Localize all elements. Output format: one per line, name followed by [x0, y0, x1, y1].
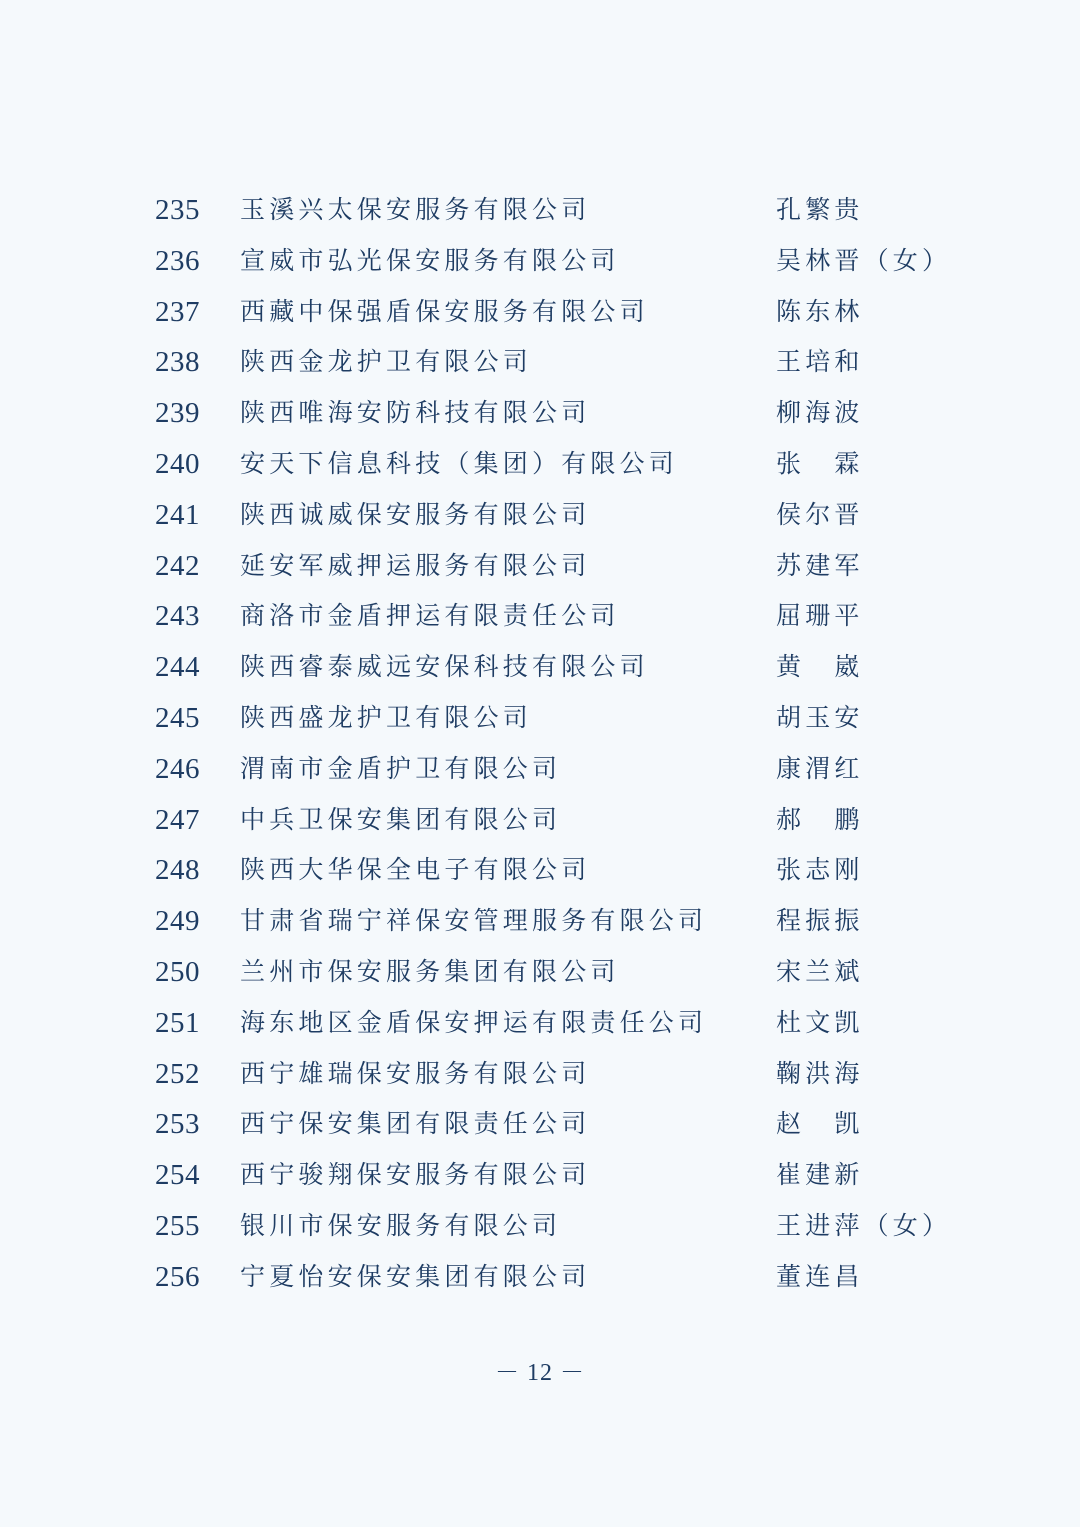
- entry-number: 249: [155, 905, 200, 938]
- entry-number: 239: [155, 397, 200, 430]
- company-name: 宁夏怡安保安集团有限公司: [240, 1261, 591, 1291]
- list-item: [0, 287, 1080, 338]
- person-name: 宋兰斌: [776, 956, 864, 986]
- list-item: [0, 947, 1080, 998]
- company-name: 陕西金龙护卫有限公司: [240, 347, 533, 377]
- entry-number: 246: [155, 752, 200, 785]
- entry-list: [0, 185, 1080, 1303]
- entry-number: 235: [155, 194, 200, 226]
- person-name: 崔建新: [776, 1160, 864, 1190]
- entry-number: 244: [155, 651, 200, 684]
- person-name: 张志刚: [776, 855, 864, 885]
- person-name: 陈东林: [776, 296, 864, 326]
- company-name: 西宁保安集团有限责任公司: [240, 1109, 591, 1139]
- entry-number: 247: [155, 803, 200, 836]
- list-item: [0, 236, 1080, 287]
- company-name: 海东地区金盾保安押运有限责任公司: [240, 1007, 708, 1037]
- person-name: 杜文凯: [776, 1007, 864, 1037]
- person-name: 孔繁贵: [776, 195, 864, 224]
- company-name: 商洛市金盾押运有限责任公司: [240, 601, 620, 631]
- person-name: 胡玉安: [776, 702, 864, 732]
- person-name: 张 霖: [776, 448, 864, 478]
- list-item: [0, 1252, 1080, 1303]
- company-name: 中兵卫保安集团有限公司: [240, 804, 562, 834]
- company-name: 甘肃省瑞宁祥保安管理服务有限公司: [240, 906, 708, 936]
- entry-number: 237: [155, 295, 200, 328]
- entry-number: 255: [155, 1209, 200, 1242]
- list-item: [0, 693, 1080, 744]
- company-name: 陕西睿泰威远安保科技有限公司: [240, 652, 649, 682]
- list-item: [0, 744, 1080, 795]
- list-item: [0, 591, 1080, 642]
- list-item: [0, 642, 1080, 693]
- company-name: 银川市保安服务有限公司: [240, 1210, 562, 1240]
- entry-number: 245: [155, 701, 200, 734]
- entry-number: 242: [155, 549, 200, 582]
- list-item: [0, 795, 1080, 846]
- company-name: 安天下信息科技（集团）有限公司: [240, 448, 679, 478]
- list-item: [0, 1201, 1080, 1252]
- person-name: 董连昌: [776, 1261, 864, 1291]
- company-name: 西藏中保强盾保安服务有限公司: [240, 296, 649, 326]
- company-name: 陕西唯海安防科技有限公司: [240, 398, 591, 428]
- list-item: [0, 998, 1080, 1049]
- company-name: 渭南市金盾护卫有限公司: [240, 753, 562, 783]
- entry-number: 256: [155, 1260, 200, 1293]
- person-name: 黄 崴: [776, 652, 864, 682]
- company-name: 陕西盛龙护卫有限公司: [240, 702, 533, 732]
- list-item: [0, 1150, 1080, 1201]
- person-name: 赵 凯: [776, 1109, 864, 1139]
- company-name: 陕西大华保全电子有限公司: [240, 855, 591, 885]
- person-name: 郝 鹏: [776, 804, 864, 834]
- person-name: 苏建军: [776, 550, 864, 580]
- entry-number: 243: [155, 600, 200, 633]
- list-item: [0, 1099, 1080, 1150]
- entry-number: 236: [155, 244, 200, 277]
- person-name: 鞠洪海: [776, 1058, 864, 1088]
- person-name: 侯尔晋: [776, 499, 864, 529]
- list-item: [0, 541, 1080, 592]
- company-name: 玉溪兴太保安服务有限公司: [240, 195, 591, 224]
- company-name: 西宁雄瑞保安服务有限公司: [240, 1058, 591, 1088]
- company-name: 陕西诚威保安服务有限公司: [240, 499, 591, 529]
- list-item: [0, 1049, 1080, 1100]
- entry-number: 241: [155, 498, 200, 531]
- list-item: [0, 185, 1080, 236]
- company-name: 延安军威押运服务有限公司: [240, 550, 591, 580]
- person-name: 柳海波: [776, 398, 864, 428]
- person-name: 康渭红: [776, 753, 864, 783]
- entry-number: 251: [155, 1006, 200, 1039]
- list-item: [0, 388, 1080, 439]
- company-name: 宣威市弘光保安服务有限公司: [240, 245, 620, 275]
- entry-number: 253: [155, 1108, 200, 1141]
- person-name: 屈珊平: [776, 601, 864, 631]
- entry-number: 238: [155, 346, 200, 379]
- company-name: 西宁骏翔保安服务有限公司: [240, 1160, 591, 1190]
- entry-number: 240: [155, 447, 200, 480]
- company-name: 兰州市保安服务集团有限公司: [240, 956, 620, 986]
- entry-number: 254: [155, 1159, 200, 1192]
- list-item: [0, 845, 1080, 896]
- person-name: 吴林晋（女）: [776, 245, 952, 275]
- list-item: [0, 490, 1080, 541]
- list-item: [0, 896, 1080, 947]
- list-item: [0, 337, 1080, 388]
- entry-number: 252: [155, 1057, 200, 1090]
- page-number: － 12 －: [495, 1360, 585, 1386]
- list-item: [0, 439, 1080, 490]
- person-name: 程振振: [776, 906, 864, 936]
- person-name: 王培和: [776, 347, 864, 377]
- person-name: 王进萍（女）: [776, 1210, 952, 1240]
- entry-number: 248: [155, 854, 200, 887]
- entry-number: 250: [155, 955, 200, 988]
